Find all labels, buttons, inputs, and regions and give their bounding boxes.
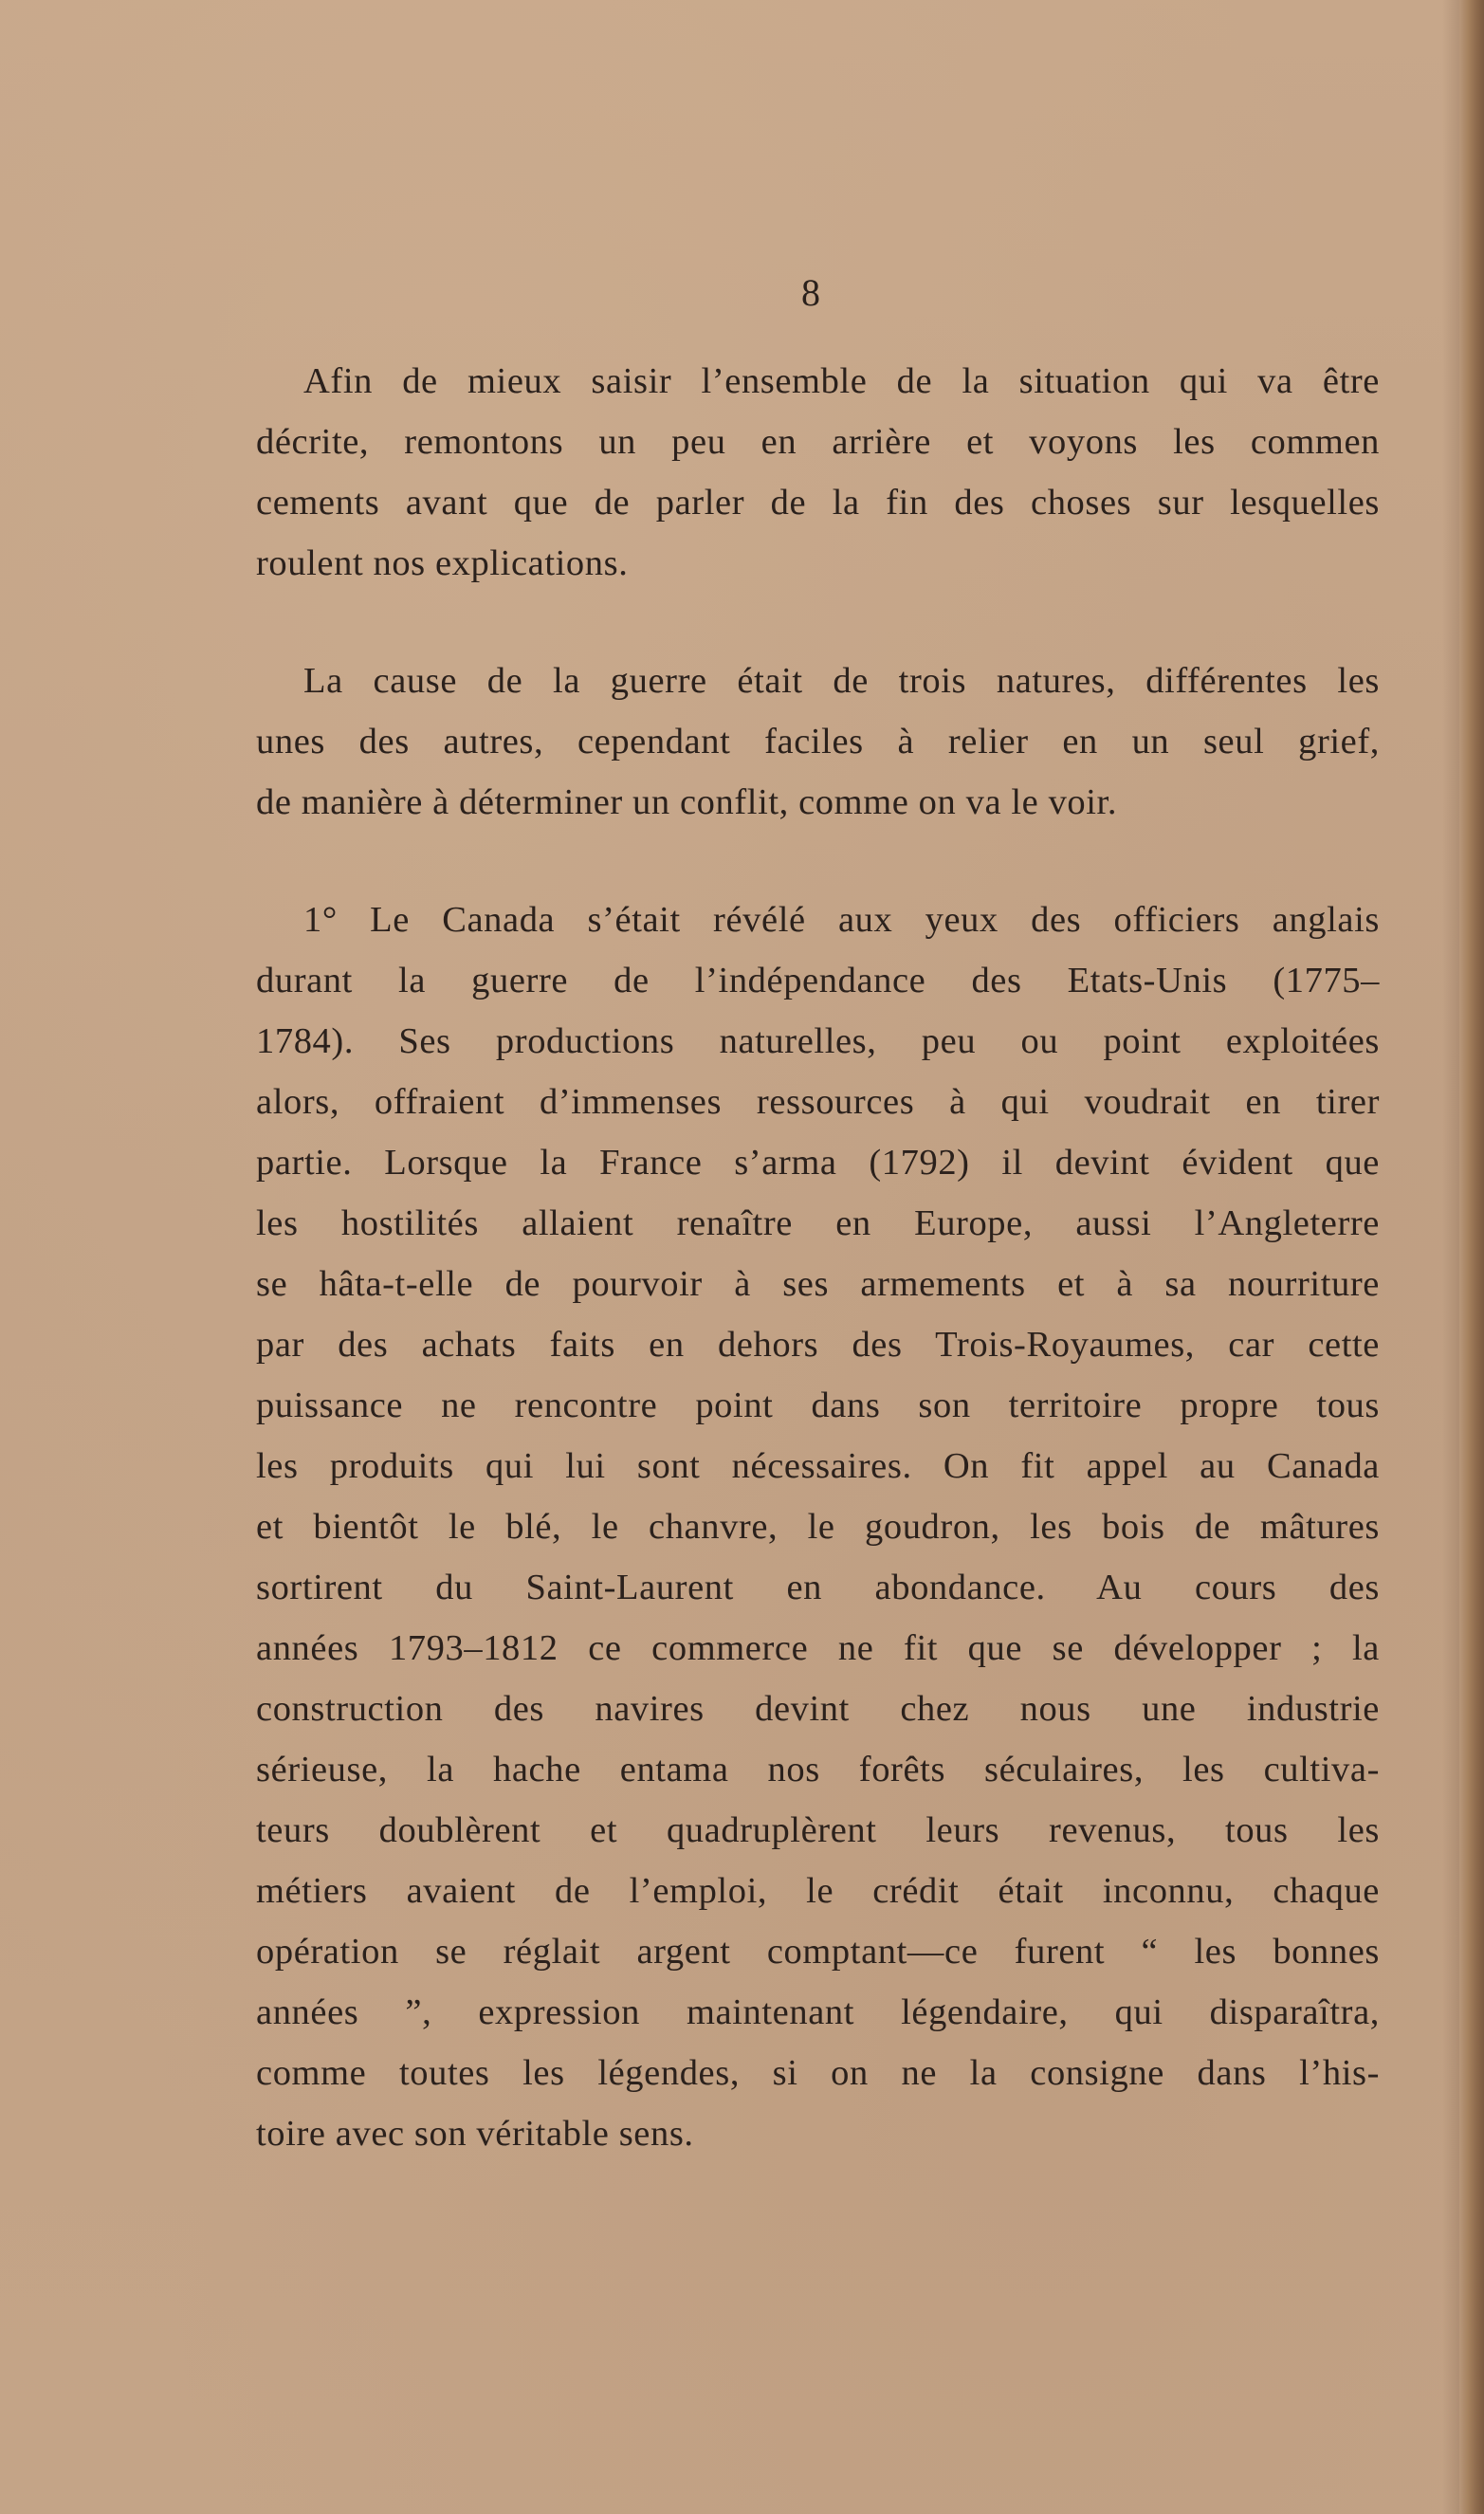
text-line: métiers avaient de l’emploi, le crédit était inconnu, chaque (256, 1871, 1380, 1911)
text-line: sortirent du Saint-Laurent en abondance. Au cours des (256, 1568, 1380, 1607)
page-edge (1459, 0, 1484, 2514)
body-text (256, 351, 1380, 2221)
text-line: décrite, remontons un peu en arrière et voyons les commen (256, 422, 1380, 462)
page-edge-shadow (1442, 0, 1459, 2514)
text-line: opération se réglait argent comptant—ce furent “ les bonnes (256, 1932, 1380, 1972)
text-line: teurs doublèrent et quadruplèrent leurs revenus, tous les (256, 1810, 1380, 1850)
text-line: par des achats faits en dehors des Trois-Royaumes, car cette (256, 1325, 1380, 1365)
text-line: sérieuse, la hache entama nos forêts séculaires, les cultiva- (256, 1750, 1380, 1789)
text-line: roulent nos explications. (256, 543, 629, 583)
text-line: alors, offraient d’immenses ressources à qui voudrait en tirer (256, 1082, 1380, 1122)
text-line: comme toutes les légendes, si on ne la consigne dans l’his- (256, 2053, 1380, 2093)
text-line: 1° Le Canada s’était révélé aux yeux des officiers anglais (303, 900, 1380, 940)
text-line: se hâta-t-elle de pourvoir à ses armements et à sa nourriture (256, 1264, 1380, 1304)
text-line: puissance ne rencontre point dans son territoire propre tous (256, 1385, 1380, 1425)
text-line: années ”, expression maintenant légendaire, qui disparaîtra, (256, 1992, 1380, 2032)
text-line: les hostilités allaient renaître en Europe, aussi l’Angleterre (256, 1203, 1380, 1243)
text-line: construction des navires devint chez nous une industrie (256, 1689, 1380, 1729)
text-line: unes des autres, cependant faciles à relier en un seul grief, (256, 722, 1380, 762)
text-line: et bientôt le blé, le chanvre, le goudron, les bois de mâtures (256, 1507, 1380, 1547)
text-line: La cause de la guerre était de trois natures, différentes les (303, 661, 1380, 701)
text-line: années 1793–1812 ce commerce ne fit que se développer ; la (256, 1628, 1380, 1668)
paragraph-2 (256, 651, 1380, 833)
text-line: 1784). Ses productions naturelles, peu ou point exploitées (256, 1021, 1380, 1061)
paragraph-1 (256, 351, 1380, 594)
text-line: les produits qui lui sont nécessaires. On fit appel au Canada (256, 1446, 1380, 1486)
text-line: durant la guerre de l’indépendance des Etats-Unis (1775– (256, 961, 1380, 1000)
text-line: partie. Lorsque la France s’arma (1792) il devint évident que (256, 1143, 1380, 1183)
text-line: Afin de mieux saisir l’ensemble de la situation qui va être (303, 361, 1380, 401)
paragraph-3 (256, 890, 1380, 2164)
page-number: 8 (801, 271, 821, 314)
text-line: de manière à déterminer un conflit, comme on va le voir. (256, 782, 1118, 822)
text-line: cements avant que de parler de la fin des choses sur lesquelles (256, 483, 1380, 523)
text-line: toire avec son véritable sens. (256, 2114, 694, 2154)
